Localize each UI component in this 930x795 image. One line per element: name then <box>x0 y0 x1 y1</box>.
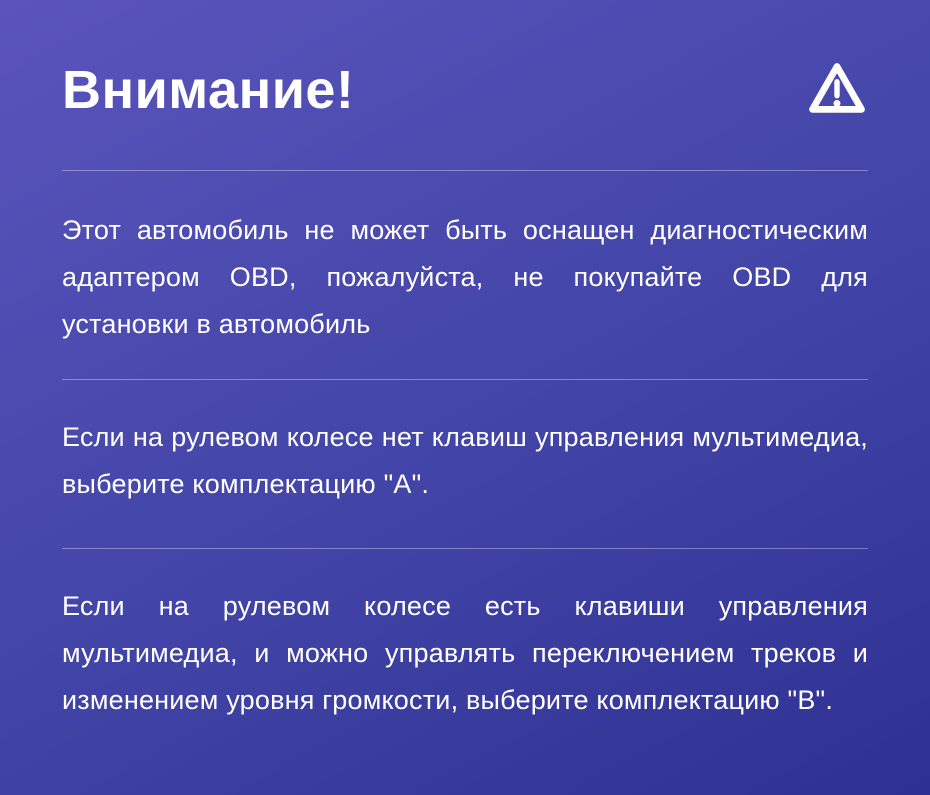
warning-triangle-icon <box>806 59 868 121</box>
page-title: Внимание! <box>62 60 355 120</box>
notice-paragraph-config-a: Если на рулевом колесе нет клавиш управления мультимедиа, выберите комплектацию "А". <box>62 422 868 499</box>
header <box>62 58 868 122</box>
divider-after-paragraph-1 <box>62 379 868 380</box>
notice-paragraph-config-b: Если на рулевом колесе есть клавиши управления мультимедиа, и можно управлять переключением треков и изменением уровня громкости, выберите комплектацию "В". <box>62 591 868 715</box>
divider-after-title <box>62 170 868 171</box>
notice-paragraph-obd: Этот автомобиль не может быть оснащен диагностическим адаптером OBD, пожалуйста, не покупайте OBD для установки в автомобиль <box>62 215 868 339</box>
divider-after-paragraph-2 <box>62 548 868 549</box>
